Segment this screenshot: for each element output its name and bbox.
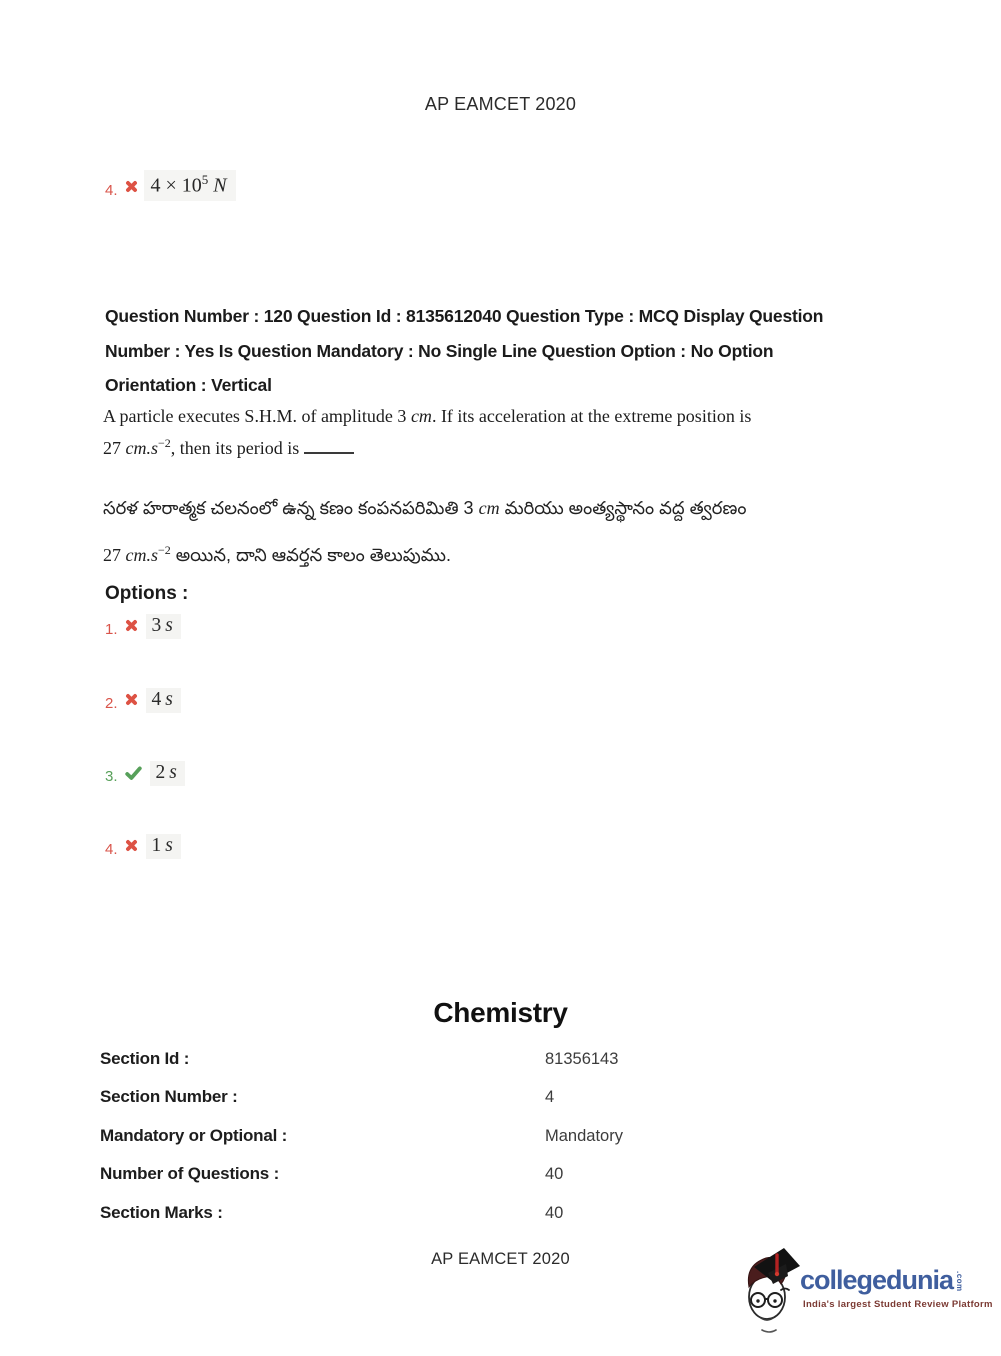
answer-blank bbox=[304, 450, 354, 454]
text-segment: అయిన, దాని ఆవర్తన కాలం తెలుపుము. bbox=[170, 545, 451, 565]
question-te-line-2 bbox=[103, 529, 823, 576]
row-label: Mandatory or Optional : bbox=[100, 1125, 288, 1145]
brand-tld: .com bbox=[955, 1271, 965, 1292]
option-row-1 bbox=[105, 614, 181, 639]
option-row-4 bbox=[105, 834, 181, 859]
option-value bbox=[146, 834, 181, 859]
formula-base: 4 × 10 bbox=[150, 174, 202, 197]
row-value: 4 bbox=[545, 1088, 555, 1107]
wrong-cross-icon bbox=[125, 693, 138, 706]
value-number: 4 bbox=[151, 689, 162, 710]
math-exponent: −2 bbox=[158, 436, 171, 450]
row-value: 81356143 bbox=[545, 1050, 619, 1068]
table-row bbox=[100, 1049, 800, 1087]
page-header-title: AP EAMCET 2020 bbox=[424, 94, 577, 114]
option-number: 3. bbox=[105, 768, 118, 785]
math-exponent: −2 bbox=[158, 543, 171, 557]
value-unit: s bbox=[165, 689, 173, 710]
math-segment: cm.s bbox=[125, 438, 158, 458]
row-label: Number of Questions : bbox=[100, 1164, 280, 1184]
formula-exponent: 5 bbox=[201, 172, 209, 187]
math-segment: cm bbox=[410, 406, 432, 426]
meta-line-2: Number : Yes Is Question Mandatory : No Single Line Question Option : No Option bbox=[105, 340, 774, 361]
value-number: 2 bbox=[155, 762, 166, 783]
option-value bbox=[146, 688, 181, 713]
option-value bbox=[150, 761, 185, 786]
text-segment: మరియు అంత్యస్థానం వద్ద త్వరణం bbox=[499, 498, 747, 518]
question-text-english bbox=[103, 403, 803, 462]
section-title: Chemistry bbox=[433, 997, 568, 1028]
question-text-telugu bbox=[103, 487, 823, 576]
value-number: 1 bbox=[151, 835, 162, 856]
formula-unit: N bbox=[213, 174, 227, 197]
row-label: Section Id : bbox=[100, 1049, 190, 1068]
option-number: 2. bbox=[105, 695, 118, 712]
previous-question-option-4 bbox=[105, 170, 236, 201]
question-en-line-1 bbox=[103, 403, 803, 430]
meta-line-1: Question Number : 120 Question Id : 8135612040 Question Type : MCQ Display Question bbox=[105, 306, 824, 326]
table-row bbox=[100, 1203, 800, 1241]
text-segment: , then its period is bbox=[170, 438, 300, 458]
option-row-3 bbox=[105, 761, 185, 786]
text-segment: A particle executes S.H.M. of amplitude 3 bbox=[103, 406, 411, 426]
meta-line-3: Orientation : Vertical bbox=[105, 375, 272, 395]
value-unit: s bbox=[165, 615, 173, 636]
brand-tagline: India's largest Student Review Platform bbox=[803, 1299, 993, 1310]
option-value bbox=[146, 614, 181, 639]
math-segment: cm bbox=[478, 498, 500, 518]
wrong-cross-icon bbox=[125, 619, 138, 632]
table-row bbox=[100, 1087, 800, 1125]
row-value: 40 bbox=[545, 1165, 564, 1184]
row-label: Section Marks : bbox=[100, 1202, 223, 1222]
wrong-cross-icon bbox=[125, 839, 138, 852]
value-number: 3 bbox=[151, 615, 162, 636]
mascot-graduate-icon bbox=[742, 1245, 800, 1335]
collegedunia-logo bbox=[742, 1243, 997, 1341]
text-segment: 27 bbox=[103, 545, 126, 565]
row-value: Mandatory bbox=[545, 1126, 623, 1145]
option-formula bbox=[144, 170, 236, 201]
brand-name: collegedunia bbox=[800, 1265, 954, 1295]
text-segment: సరళ హరాత్మక చలనంలో ఉన్న కణం కంపనపరిమితి 3 bbox=[103, 498, 479, 518]
value-unit: s bbox=[169, 762, 177, 783]
page-footer-title: AP EAMCET 2020 bbox=[431, 1250, 570, 1268]
option-number: 1. bbox=[105, 621, 118, 638]
table-row bbox=[100, 1164, 800, 1202]
question-te-line-1 bbox=[103, 487, 823, 529]
text-segment: . If its acceleration at the extreme position is bbox=[431, 406, 752, 426]
table-row bbox=[100, 1126, 800, 1164]
value-unit: s bbox=[165, 835, 173, 856]
text-segment: 27 bbox=[103, 438, 126, 458]
question-metadata bbox=[105, 299, 895, 403]
section-info-table bbox=[100, 1049, 800, 1241]
option-number: 4. bbox=[105, 841, 118, 858]
question-en-line-2 bbox=[103, 430, 803, 462]
option-number: 4. bbox=[105, 182, 118, 199]
math-segment: cm.s bbox=[125, 545, 158, 565]
correct-check-icon bbox=[125, 766, 142, 780]
brand-wordmark bbox=[800, 1265, 964, 1296]
option-row-2 bbox=[105, 688, 181, 713]
row-label: Section Number : bbox=[100, 1087, 238, 1107]
wrong-cross-icon bbox=[125, 180, 138, 193]
row-value: 40 bbox=[545, 1203, 564, 1222]
options-label: Options : bbox=[105, 583, 189, 604]
